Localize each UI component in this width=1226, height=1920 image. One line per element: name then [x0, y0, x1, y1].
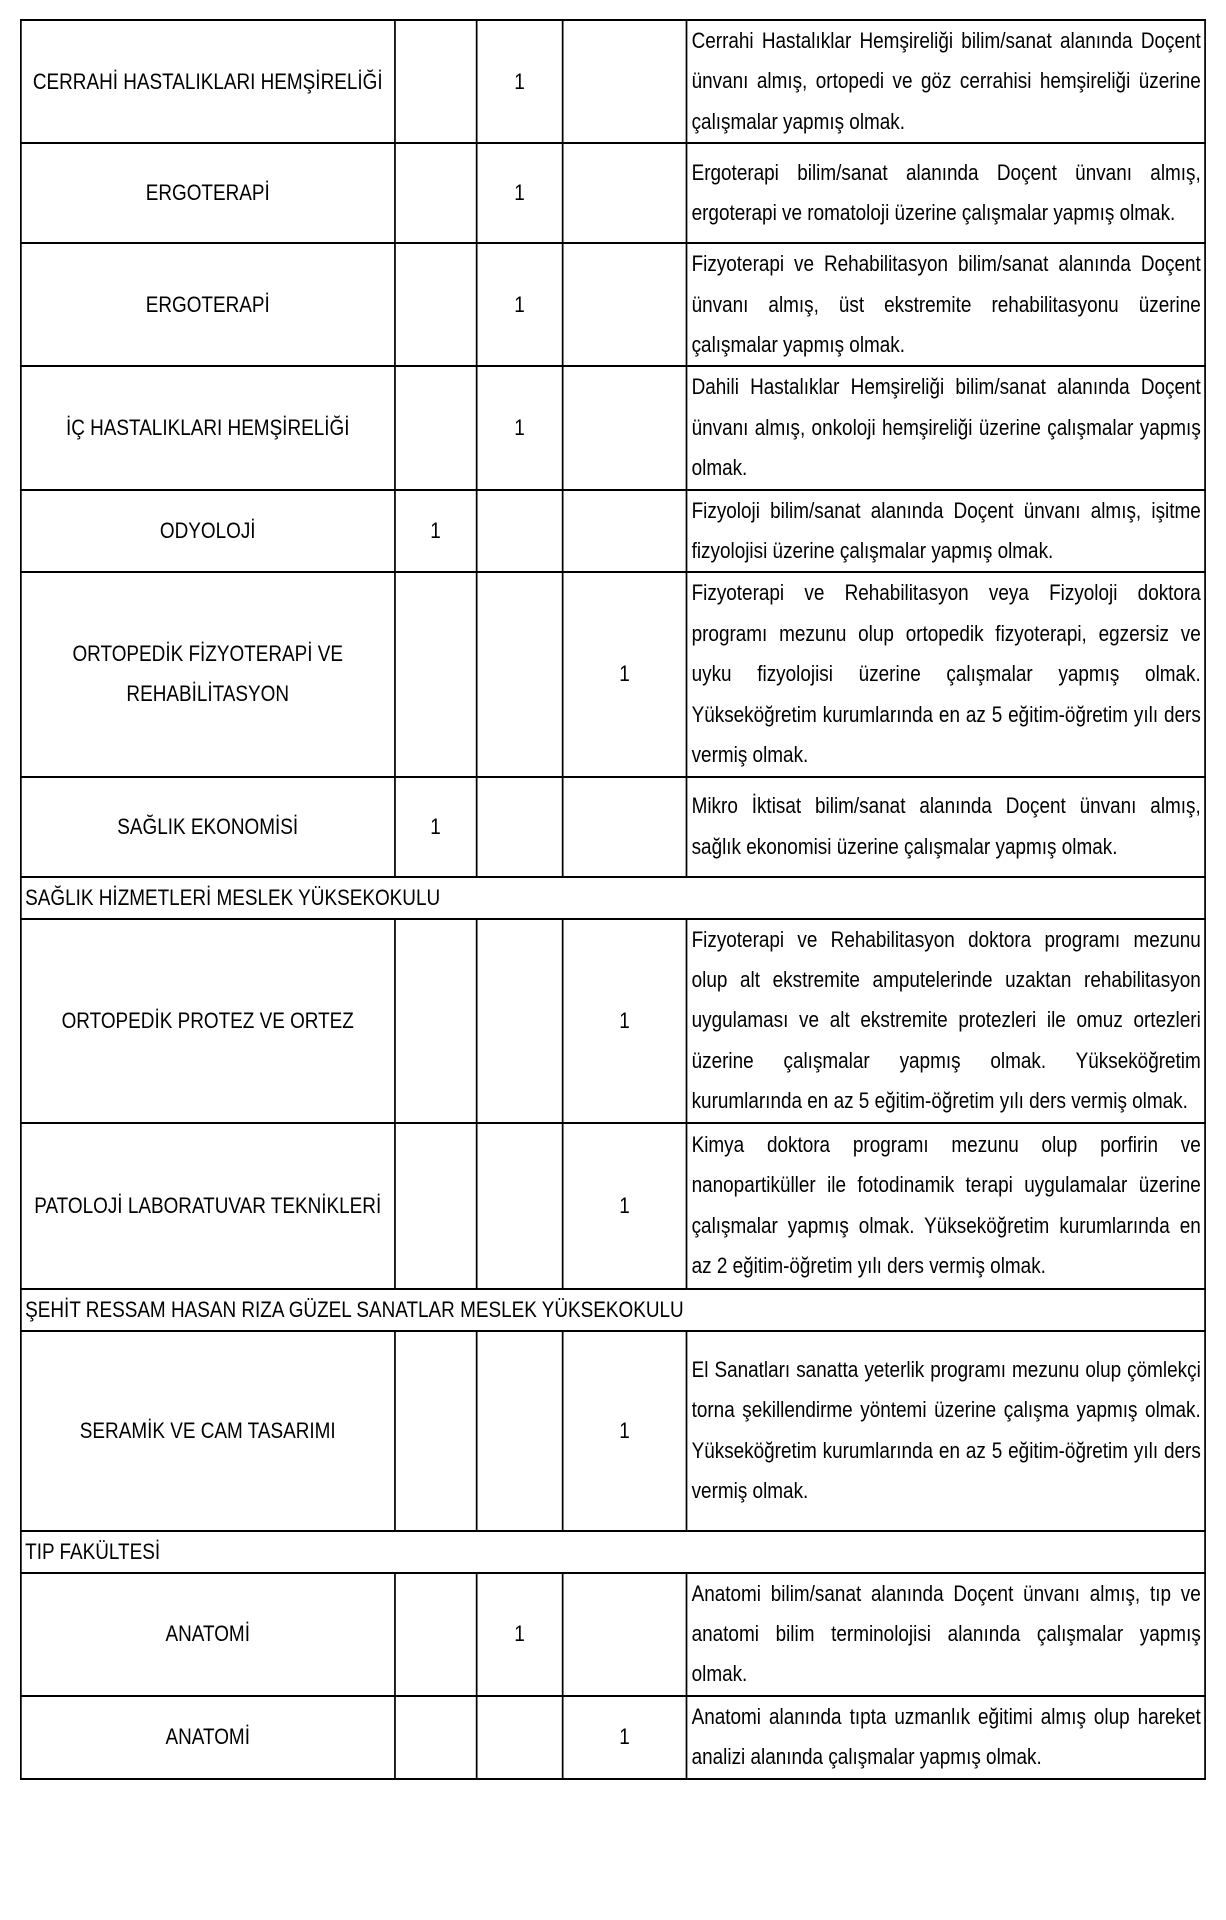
department-cell: SAĞLIK EKONOMİSİ — [21, 777, 395, 877]
requirement-cell: Ergoterapi bilim/sanat alanında Doçent ünvanı almış, ergoterapi ve romatoloji üzerine çalışmalar yapmış olmak. — [686, 143, 1205, 243]
table-row — [21, 777, 1205, 877]
doctoral-lecturer-count-cell — [563, 20, 687, 143]
associate-professor-count-cell: 1 — [476, 143, 562, 243]
professor-count-cell — [395, 1696, 477, 1779]
requirement-cell: Kimya doktora programı mezunu olup porfirin ve nanopartiküller ile fotodinamik terapi uygulamalar üzerine çalışmalar yapmış olmak. Yükseköğretim kurumlarında en az 2 eğitim-öğretim yılı ders vermiş olmak. — [686, 1123, 1205, 1289]
table-row — [21, 572, 1205, 776]
department-cell: ODYOLOJİ — [21, 490, 395, 573]
requirement-cell: Anatomi alanında tıpta uzmanlık eğitimi almış olup hareket analizi alanında çalışmalar yapmış olmak. — [686, 1696, 1205, 1779]
section-header-row — [21, 1531, 1205, 1573]
department-cell: ERGOTERAPİ — [21, 143, 395, 243]
associate-professor-count-cell: 1 — [476, 243, 562, 366]
doctoral-lecturer-count-cell: 1 — [563, 1123, 687, 1289]
section-header-row — [21, 877, 1205, 919]
professor-count-cell — [395, 1331, 477, 1531]
requirement-cell: Mikro İktisat bilim/sanat alanında Doçent ünvanı almış, sağlık ekonomisi üzerine çalışmalar yapmış olmak. — [686, 777, 1205, 877]
professor-count-cell: 1 — [395, 777, 477, 877]
professor-count-cell — [395, 143, 477, 243]
associate-professor-count-cell: 1 — [476, 20, 562, 143]
doctoral-lecturer-count-cell — [563, 366, 687, 489]
table-row — [21, 366, 1205, 489]
doctoral-lecturer-count-cell — [563, 777, 687, 877]
associate-professor-count-cell — [476, 1331, 562, 1531]
doctoral-lecturer-count-cell: 1 — [563, 1696, 687, 1779]
requirement-cell: Fizyoloji bilim/sanat alanında Doçent ünvanı almış, işitme fizyolojisi üzerine çalışmalar yapmış olmak. — [686, 490, 1205, 573]
section-title: SAĞLIK HİZMETLERİ MESLEK YÜKSEKOKULU — [21, 877, 1205, 919]
requirement-cell: Cerrahi Hastalıklar Hemşireliği bilim/sanat alanında Doçent ünvanı almış, ortopedi ve göz cerrahisi hemşireliği üzerine çalışmalar yapmış olmak. — [686, 20, 1205, 143]
professor-count-cell — [395, 20, 477, 143]
section-header-row — [21, 1289, 1205, 1331]
table-row — [21, 919, 1205, 1123]
associate-professor-count-cell — [476, 1123, 562, 1289]
professor-count-cell — [395, 1123, 477, 1289]
positions-table — [20, 19, 1206, 1780]
department-cell: ANATOMİ — [21, 1573, 395, 1696]
doctoral-lecturer-count-cell — [563, 243, 687, 366]
associate-professor-count-cell — [476, 1696, 562, 1779]
section-title: TIP FAKÜLTESİ — [21, 1531, 1205, 1573]
professor-count-cell — [395, 366, 477, 489]
table-row — [21, 1696, 1205, 1779]
professor-count-cell — [395, 572, 477, 776]
doctoral-lecturer-count-cell — [563, 490, 687, 573]
requirement-cell: Fizyoterapi ve Rehabilitasyon veya Fizyoloji doktora programı mezunu olup ortopedik fizyoterapi, egzersiz ve uyku fizyolojisi üzerine çalışmalar yapmış olmak. Yükseköğretim kurumlarında en az 5 eğitim-öğretim yılı ders vermiş olmak. — [686, 572, 1205, 776]
table-row — [21, 20, 1205, 143]
requirement-cell: Dahili Hastalıklar Hemşireliği bilim/sanat alanında Doçent ünvanı almış, onkoloji hemşireliği üzerine çalışmalar yapmış olmak. — [686, 366, 1205, 489]
associate-professor-count-cell — [476, 572, 562, 776]
department-cell: ORTOPEDİK PROTEZ VE ORTEZ — [21, 919, 395, 1123]
associate-professor-count-cell — [476, 777, 562, 877]
department-cell: ORTOPEDİK FİZYOTERAPİ VE REHABİLİTASYON — [21, 572, 395, 776]
requirement-cell: Anatomi bilim/sanat alanında Doçent ünvanı almış, tıp ve anatomi bilim terminolojisi alanında çalışmalar yapmış olmak. — [686, 1573, 1205, 1696]
requirement-cell: Fizyoterapi ve Rehabilitasyon bilim/sanat alanında Doçent ünvanı almış, üst ekstremite rehabilitasyonu üzerine çalışmalar yapmış olmak. — [686, 243, 1205, 366]
table-row — [21, 243, 1205, 366]
department-cell: SERAMİK VE CAM TASARIMI — [21, 1331, 395, 1531]
associate-professor-count-cell: 1 — [476, 1573, 562, 1696]
professor-count-cell: 1 — [395, 490, 477, 573]
doctoral-lecturer-count-cell — [563, 1573, 687, 1696]
table-row — [21, 1123, 1205, 1289]
table-row — [21, 1573, 1205, 1696]
associate-professor-count-cell — [476, 919, 562, 1123]
requirement-cell: Fizyoterapi ve Rehabilitasyon doktora programı mezunu olup alt ekstremite amputelerinde uzaktan rehabilitasyon uygulaması ve alt ekstremite protezleri ile omuz ortezleri üzerine çalışmalar yapmış olmak. Yükseköğretim kurumlarında en az 5 eğitim-öğretim yılı ders vermiş olmak. — [686, 919, 1205, 1123]
positions-table-body — [21, 20, 1205, 1779]
requirement-cell: El Sanatları sanatta yeterlik programı mezunu olup çömlekçi torna şekillendirme yöntemi üzerine çalışma yapmış olmak. Yükseköğretim kurumlarında en az 5 eğitim-öğretim yılı ders vermiş olmak. — [686, 1331, 1205, 1531]
department-cell: CERRAHİ HASTALIKLARI HEMŞİRELİĞİ — [21, 20, 395, 143]
department-cell: PATOLOJİ LABORATUVAR TEKNİKLERİ — [21, 1123, 395, 1289]
professor-count-cell — [395, 919, 477, 1123]
professor-count-cell — [395, 1573, 477, 1696]
doctoral-lecturer-count-cell: 1 — [563, 572, 687, 776]
doctoral-lecturer-count-cell: 1 — [563, 1331, 687, 1531]
doctoral-lecturer-count-cell — [563, 143, 687, 243]
table-row — [21, 1331, 1205, 1531]
doctoral-lecturer-count-cell: 1 — [563, 919, 687, 1123]
table-row — [21, 143, 1205, 243]
department-cell: ERGOTERAPİ — [21, 243, 395, 366]
section-title: ŞEHİT RESSAM HASAN RIZA GÜZEL SANATLAR MESLEK YÜKSEKOKULU — [21, 1289, 1205, 1331]
associate-professor-count-cell: 1 — [476, 366, 562, 489]
professor-count-cell — [395, 243, 477, 366]
associate-professor-count-cell — [476, 490, 562, 573]
department-cell: İÇ HASTALIKLARI HEMŞİRELİĞİ — [21, 366, 395, 489]
table-row — [21, 490, 1205, 573]
department-cell: ANATOMİ — [21, 1696, 395, 1779]
